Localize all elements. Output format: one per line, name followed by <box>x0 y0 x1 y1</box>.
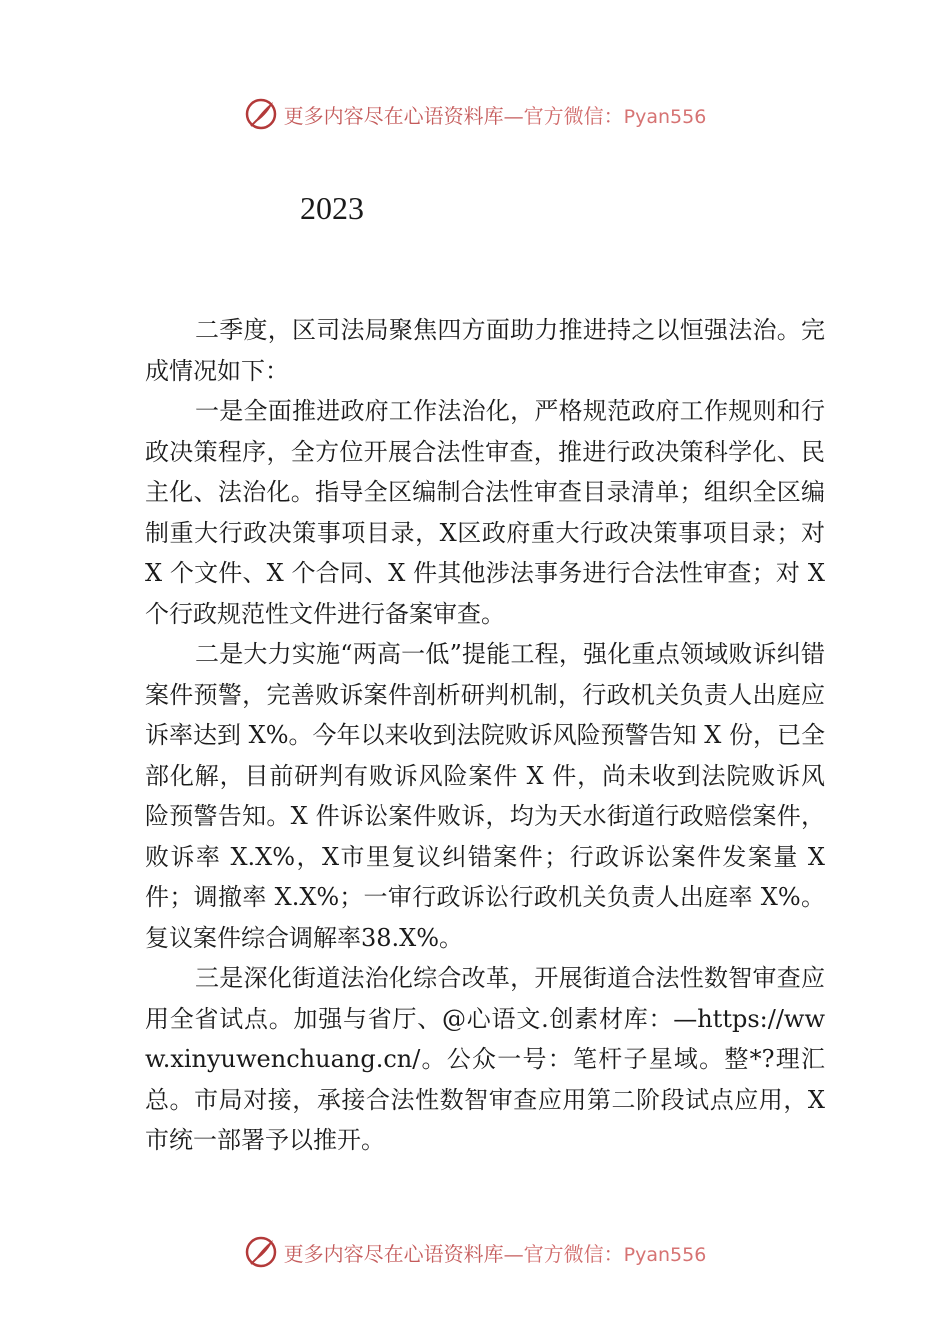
quill-pen-logo-icon <box>244 1235 278 1269</box>
header-watermark-banner <box>0 94 950 134</box>
watermark-wechat-id: Pyan556 <box>623 1243 707 1266</box>
paragraph-item-one: 一是全面推进政府工作法治化，严格规范政府工作规则和行政决策程序，全方位开展合法性审查，推进行政决策科学化、民主化、法治化。指导全区编制合法性审查目录清单；组织全区编制重大行政决策事项目录，X区政府重大行政决策事项目录；对 X 个文件、X 个合同、X 件其他涉法事务进行合法性审查；对 X 个行政规范性文件进行备案审查。 <box>145 397 825 628</box>
watermark-separator: — <box>503 1241 524 1266</box>
footer-watermark-inner <box>244 1235 707 1269</box>
watermark-library-name: 更多内容尽在心语资料库 <box>283 103 504 128</box>
watermark-library-name: 更多内容尽在心语资料库 <box>283 1241 504 1266</box>
footer-watermark-text <box>284 1238 707 1267</box>
watermark-official-label: 官方微信： <box>523 103 624 128</box>
header-watermark-inner <box>244 97 707 131</box>
paragraph-item-three: 三是深化街道法治化综合改革，开展街道合法性数智审查应用全省试点。加强与省厅、@心语文.创素材库：—https://www.xinyuwenchuang.cn/。公众一号：笔杆子星域。整*?理汇总。市局对接，承接合法性数智审查应用第二阶段试点应用，X市统一部署予以推开。 <box>145 964 825 1154</box>
watermark-wechat-id: Pyan556 <box>623 105 707 128</box>
document-title: 2023 <box>300 190 364 226</box>
document-body <box>145 310 825 1161</box>
paragraph-intro: 二季度，区司法局聚焦四方面助力推进持之以恒强法治。完成情况如下： <box>145 316 825 385</box>
quill-pen-logo-icon <box>244 97 278 131</box>
header-watermark-text <box>284 100 707 129</box>
paragraph-item-two: 二是大力实施“两高一低”提能工程，强化重点领域败诉纠错案件预警，完善败诉案件剖析研判机制，行政机关负责人出庭应诉率达到 X%。今年以来收到法院败诉风险预警告知 X 份，已全部化解，目前研判有败诉风险案件 X 件，尚未收到法院败诉风险预警告知。X 件诉讼案件败诉，均为天水街道行政赔偿案件，败诉率 X.X%，X市里复议纠错案件；行政诉讼案件发案量 X 件；调撤率 X.X%；一审行政诉讼行政机关负责人出庭率 X%。复议案件综合调解率38.X%。 <box>145 640 825 952</box>
watermark-official-label: 官方微信： <box>523 1241 624 1266</box>
watermark-separator: — <box>503 103 524 128</box>
footer-watermark-banner <box>0 1232 950 1272</box>
